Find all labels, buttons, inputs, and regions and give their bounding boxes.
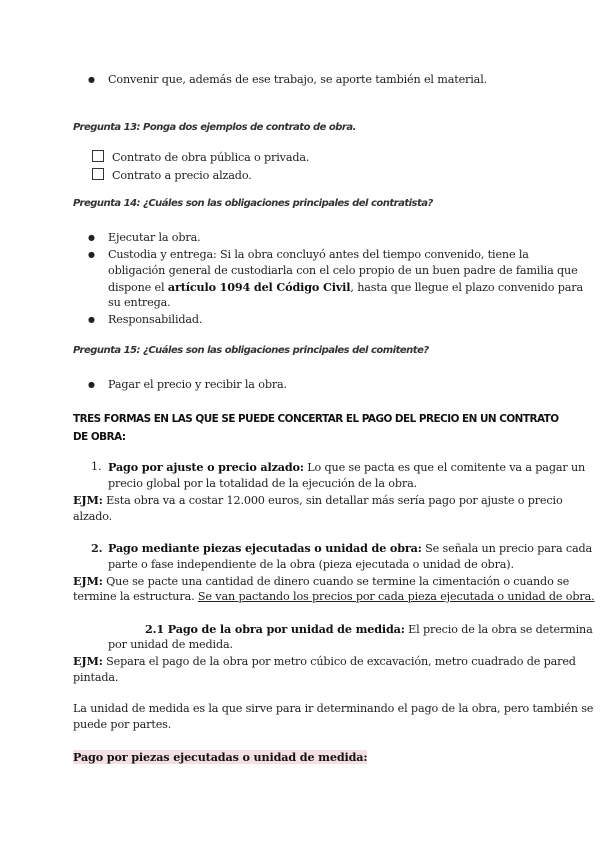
question-14-title: Pregunta 14: ¿Cuáles son las obligaciones principales del contratista?: [73, 198, 433, 209]
paragraph: La unidad de medida es la que sirve para ir determinando el pago de la obra, pero también se: [73, 702, 594, 715]
numbered-item-continuation: precio global por la totalidad de la ejecución de la obra.: [108, 477, 417, 490]
example-line: pintada.: [73, 671, 119, 684]
list-item: ● Responsabilidad.: [108, 312, 202, 328]
list-item-continuation: su entrega.: [108, 296, 171, 309]
checkbox-icon[interactable]: [92, 150, 104, 162]
sub-item-continuation: por unidad de medida.: [108, 638, 233, 651]
example-line: EJM: Que se pacte una cantidad de dinero cuando se termine la cimentación o cuando se: [73, 574, 570, 588]
numbered-item-number: 2.: [91, 541, 103, 555]
numbered-item: Pago por ajuste o precio alzado: Lo que se pacta es que el comitente va a pagar un: [108, 460, 586, 474]
section-heading: DE OBRA:: [73, 431, 126, 443]
numbered-item-continuation: parte o fase independiente de la obra (pieza ejecutada o unidad de obra).: [108, 558, 514, 571]
list-item-continuation: obligación general de custodiarla con el celo propio de un buen padre de familia que: [108, 264, 578, 277]
list-item: ● Ejecutar la obra.: [108, 230, 201, 246]
highlighted-heading: Pago por piezas ejecutadas o unidad de medida:: [73, 750, 368, 764]
sub-item: 2.1 Pago de la obra por unidad de medida: El precio de la obra se determina: [145, 622, 593, 636]
checkbox-icon[interactable]: [92, 168, 104, 180]
example-line: EJM: Separa el pago de la obra por metro cúbico de excavación, metro cuadrado de pared: [73, 654, 576, 668]
numbered-item: Pago mediante piezas ejecutadas o unidad de obra: Se señala un precio para cada: [108, 541, 593, 555]
example-line: alzado.: [73, 510, 113, 523]
example-line: EJM: Esta obra va a costar 12.000 euros, sin detallar más sería pago por ajuste o precio: [73, 493, 563, 507]
checkbox-item: Contrato a precio alzado.: [92, 168, 252, 184]
list-item: ● Pagar el precio y recibir la obra.: [108, 377, 287, 393]
list-item: ● Custodia y entrega: Si la obra concluyó antes del tiempo convenido, tiene la: [108, 247, 529, 263]
example-line: termine la estructura. Se van pactando los precios por cada pieza ejecutada o unidad de obra.: [73, 590, 595, 603]
list-item-continuation: dispone el artículo 1094 del Código Civil, hasta que llegue el plazo convenido para: [108, 280, 583, 294]
paragraph: puede por partes.: [73, 718, 172, 731]
numbered-item-number: 1.: [91, 460, 102, 473]
checkbox-item: Contrato de obra pública o privada.: [92, 150, 309, 166]
section-heading: TRES FORMAS EN LAS QUE SE PUEDE CONCERTAR EL PAGO DEL PRECIO EN UN CONTRATO: [73, 413, 559, 425]
list-item: ● Convenir que, además de ese trabajo, se aporte también el material.: [108, 72, 487, 88]
question-15-title: Pregunta 15: ¿Cuáles son las obligaciones principales del comitente?: [73, 345, 429, 356]
question-13-title: Pregunta 13: Ponga dos ejemplos de contrato de obra.: [73, 122, 356, 133]
